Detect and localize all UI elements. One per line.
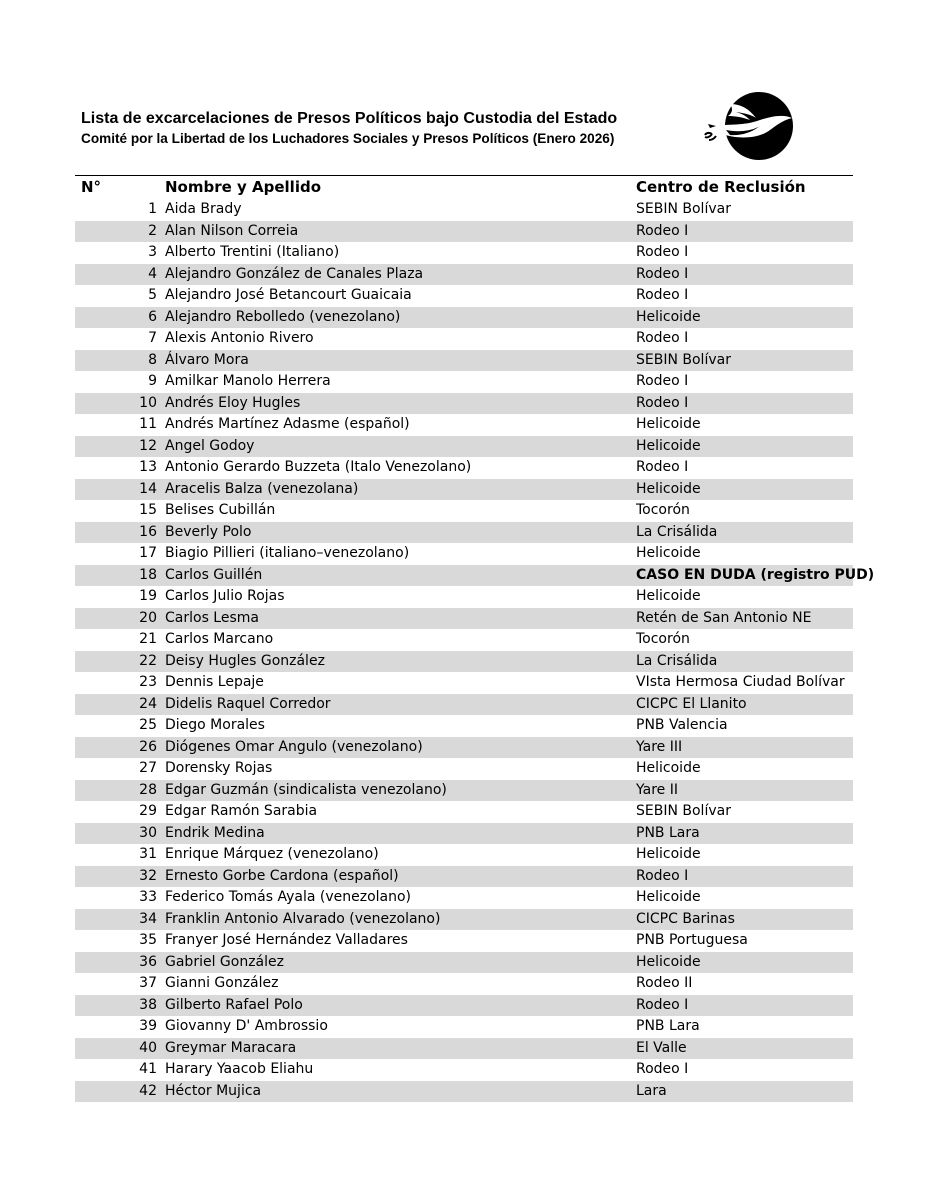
row-name: Franyer José Hernández Valladares bbox=[165, 932, 408, 948]
row-detention-center: Rodeo II bbox=[636, 975, 693, 991]
row-detention-center: Rodeo I bbox=[636, 867, 689, 884]
row-detention-center: PNB Lara bbox=[636, 1018, 700, 1034]
table-row bbox=[75, 264, 853, 286]
row-detention-center: El Valle bbox=[636, 1039, 687, 1056]
row-number: 6 bbox=[148, 308, 157, 325]
table-row bbox=[75, 995, 853, 1017]
row-name: Angel Godoy bbox=[165, 437, 255, 454]
document-title: Lista de excarcelaciones de Presos Políticos bajo Custodia del Estado bbox=[81, 110, 618, 127]
table-row bbox=[75, 586, 853, 608]
header-name: Nombre y Apellido bbox=[165, 178, 322, 196]
row-number: 10 bbox=[139, 394, 157, 411]
row-name: Andrés Martínez Adasme (español) bbox=[165, 416, 410, 432]
table-row bbox=[75, 543, 853, 565]
row-detention-center: La Crisálida bbox=[636, 652, 718, 669]
row-number: 5 bbox=[148, 287, 157, 303]
table-row bbox=[75, 221, 853, 243]
table-row bbox=[75, 801, 853, 823]
row-detention-center: Rodeo I bbox=[636, 459, 689, 475]
row-detention-center: Helicoide bbox=[636, 760, 701, 776]
row-detention-center: Helicoide bbox=[636, 953, 701, 970]
table-row bbox=[75, 930, 853, 952]
row-number: 7 bbox=[148, 330, 157, 346]
row-detention-center: Rodeo I bbox=[636, 394, 689, 411]
row-name: Alan Nilson Correia bbox=[165, 222, 299, 239]
row-name: Deisy Hugles González bbox=[165, 652, 325, 669]
table-row bbox=[75, 414, 853, 436]
row-detention-center: VIsta Hermosa Ciudad Bolívar bbox=[636, 674, 845, 690]
row-name: Alberto Trentini (Italiano) bbox=[165, 244, 340, 260]
row-name: Amilkar Manolo Herrera bbox=[165, 373, 331, 389]
row-name: Beverly Polo bbox=[165, 523, 252, 540]
table-row bbox=[75, 973, 853, 995]
table-row bbox=[75, 866, 853, 888]
table-row bbox=[75, 780, 853, 802]
row-detention-center: CICPC El Llanito bbox=[636, 695, 747, 712]
row-number: 19 bbox=[139, 588, 157, 604]
row-name: Gianni González bbox=[165, 975, 279, 991]
row-number: 14 bbox=[139, 480, 157, 497]
table-row bbox=[75, 823, 853, 845]
row-number: 30 bbox=[139, 824, 157, 841]
row-number: 27 bbox=[139, 760, 157, 776]
dove-circle-logo-icon bbox=[700, 90, 795, 162]
row-name: Héctor Mujica bbox=[165, 1082, 262, 1099]
row-number: 32 bbox=[139, 867, 157, 884]
table-row bbox=[75, 522, 853, 544]
row-detention-center: Helicoide bbox=[636, 437, 701, 454]
table-row bbox=[75, 758, 853, 780]
table-row bbox=[75, 1016, 853, 1038]
table-row bbox=[75, 952, 853, 974]
row-number: 1 bbox=[148, 201, 157, 217]
row-number: 28 bbox=[139, 781, 157, 798]
row-name: Andrés Eloy Hugles bbox=[165, 394, 301, 411]
row-number: 41 bbox=[139, 1061, 157, 1077]
row-detention-center: SEBIN Bolívar bbox=[636, 803, 731, 819]
row-number: 17 bbox=[139, 545, 157, 561]
row-number: 33 bbox=[139, 889, 157, 905]
row-detention-center: Helicoide bbox=[636, 308, 701, 325]
row-number: 20 bbox=[139, 609, 157, 626]
row-number: 22 bbox=[139, 652, 157, 669]
row-number: 4 bbox=[148, 265, 157, 282]
row-name: Giovanny D' Ambrossio bbox=[165, 1018, 328, 1034]
row-detention-center: Rodeo I bbox=[636, 244, 689, 260]
document-subtitle: Comité por la Libertad de los Luchadores Sociales y Presos Políticos (Enero 2026) bbox=[81, 131, 615, 146]
table-row bbox=[75, 371, 853, 393]
row-number: 15 bbox=[139, 502, 157, 518]
row-detention-center: Yare II bbox=[636, 781, 678, 798]
row-detention-center: Tocorón bbox=[636, 631, 690, 647]
row-name: Dennis Lepaje bbox=[165, 674, 264, 690]
row-detention-center: Rodeo I bbox=[636, 996, 689, 1013]
row-name: Edgar Guzmán (sindicalista venezolano) bbox=[165, 781, 447, 798]
row-number: 37 bbox=[139, 975, 157, 991]
row-detention-center: Lara bbox=[636, 1082, 667, 1099]
table-row bbox=[75, 285, 853, 307]
row-number: 23 bbox=[139, 674, 157, 690]
table-row bbox=[75, 307, 853, 329]
row-number: 11 bbox=[139, 416, 157, 432]
table-row bbox=[75, 887, 853, 909]
row-detention-center: PNB Portuguesa bbox=[636, 932, 748, 948]
row-name: Federico Tomás Ayala (venezolano) bbox=[165, 889, 411, 905]
row-number: 24 bbox=[139, 695, 157, 712]
row-detention-center: Rodeo I bbox=[636, 222, 689, 239]
row-number: 8 bbox=[148, 351, 157, 368]
row-detention-center: Helicoide bbox=[636, 545, 701, 561]
row-number: 34 bbox=[139, 910, 157, 927]
row-name: Ernesto Gorbe Cardona (español) bbox=[165, 867, 399, 884]
row-detention-center: Tocorón bbox=[636, 502, 690, 518]
table-row bbox=[75, 715, 853, 737]
table-row bbox=[75, 500, 853, 522]
row-detention-center: Rodeo I bbox=[636, 265, 689, 282]
row-name: Diógenes Omar Angulo (venezolano) bbox=[165, 738, 423, 755]
row-number: 16 bbox=[139, 523, 157, 540]
row-name: Álvaro Mora bbox=[165, 351, 249, 368]
row-detention-center: La Crisálida bbox=[636, 523, 718, 540]
row-name: Dorensky Rojas bbox=[165, 760, 273, 776]
table-row bbox=[75, 1038, 853, 1060]
table-row bbox=[75, 199, 853, 221]
table-header bbox=[75, 176, 853, 198]
row-name: Carlos Lesma bbox=[165, 609, 259, 626]
row-detention-center: Rodeo I bbox=[636, 373, 689, 389]
row-detention-center: SEBIN Bolívar bbox=[636, 351, 731, 368]
row-name: Alejandro Rebolledo (venezolano) bbox=[165, 308, 401, 325]
table-row bbox=[75, 565, 875, 587]
row-detention-center: Helicoide bbox=[636, 846, 701, 862]
row-name: Endrik Medina bbox=[165, 824, 265, 841]
row-name: Alejandro González de Canales Plaza bbox=[165, 265, 424, 282]
row-number: 2 bbox=[148, 222, 157, 239]
row-number: 38 bbox=[139, 996, 157, 1013]
row-detention-center: Rodeo I bbox=[636, 330, 689, 346]
row-name: Belises Cubillán bbox=[165, 502, 276, 518]
table-row bbox=[75, 629, 853, 651]
table-row bbox=[75, 909, 853, 931]
row-name: Harary Yaacob Eliahu bbox=[165, 1061, 314, 1077]
table-row bbox=[75, 672, 853, 694]
row-name: Alejandro José Betancourt Guaicaia bbox=[165, 287, 412, 303]
header-detention-center: Centro de Reclusión bbox=[636, 178, 806, 196]
row-name: Didelis Raquel Corredor bbox=[165, 695, 331, 712]
row-detention-center: Helicoide bbox=[636, 480, 701, 497]
row-name: Alexis Antonio Rivero bbox=[165, 330, 314, 346]
table-row bbox=[75, 844, 853, 866]
row-number: 21 bbox=[139, 631, 157, 647]
table-row bbox=[75, 350, 853, 372]
table-row bbox=[75, 479, 853, 501]
row-name: Biagio Pillieri (italiano–venezolano) bbox=[165, 545, 410, 561]
row-number: 25 bbox=[139, 717, 157, 733]
row-number: 36 bbox=[139, 953, 157, 970]
table-row bbox=[75, 1059, 853, 1081]
row-name: Edgar Ramón Sarabia bbox=[165, 803, 318, 819]
table-row bbox=[75, 1081, 853, 1103]
row-name: Franklin Antonio Alvarado (venezolano) bbox=[165, 910, 441, 927]
row-name: Carlos Marcano bbox=[165, 631, 274, 647]
row-detention-center: PNB Valencia bbox=[636, 717, 728, 733]
table-row bbox=[75, 436, 853, 458]
row-number: 18 bbox=[139, 566, 157, 583]
row-detention-center: Retén de San Antonio NE bbox=[636, 609, 812, 626]
row-name: Antonio Gerardo Buzzeta (Italo Venezolano) bbox=[165, 459, 472, 475]
row-detention-center: Helicoide bbox=[636, 588, 701, 604]
row-number: 26 bbox=[139, 738, 157, 755]
row-name: Enrique Márquez (venezolano) bbox=[165, 846, 379, 862]
row-detention-center: SEBIN Bolívar bbox=[636, 201, 731, 217]
row-detention-center: Yare III bbox=[636, 738, 683, 755]
table-row bbox=[75, 393, 853, 415]
row-name: Aracelis Balza (venezolana) bbox=[165, 480, 359, 497]
row-name: Gabriel González bbox=[165, 953, 284, 970]
row-number: 12 bbox=[139, 437, 157, 454]
row-name: Gilberto Rafael Polo bbox=[165, 996, 303, 1013]
header-number: N° bbox=[81, 178, 102, 196]
row-name: Greymar Maracara bbox=[165, 1039, 297, 1056]
table-row bbox=[75, 694, 853, 716]
row-number: 40 bbox=[139, 1039, 157, 1056]
row-number: 31 bbox=[139, 846, 157, 862]
row-detention-center: Rodeo I bbox=[636, 1061, 689, 1077]
table-row bbox=[75, 608, 853, 630]
row-name: Diego Morales bbox=[165, 717, 265, 733]
row-detention-center: Helicoide bbox=[636, 416, 701, 432]
table-row bbox=[75, 328, 853, 350]
row-detention-center: CASO EN DUDA (registro PUD) bbox=[636, 566, 875, 583]
row-number: 39 bbox=[139, 1018, 157, 1034]
table-row bbox=[75, 242, 853, 264]
row-detention-center: Rodeo I bbox=[636, 287, 689, 303]
table-row bbox=[75, 457, 853, 479]
row-detention-center: Helicoide bbox=[636, 889, 701, 905]
table-row bbox=[75, 737, 853, 759]
table-body bbox=[75, 199, 875, 1102]
row-number: 35 bbox=[139, 932, 157, 948]
row-number: 3 bbox=[148, 244, 157, 260]
row-number: 9 bbox=[148, 373, 157, 389]
row-number: 42 bbox=[139, 1082, 157, 1099]
row-name: Carlos Guillén bbox=[165, 566, 263, 583]
row-detention-center: PNB Lara bbox=[636, 824, 700, 841]
row-detention-center: CICPC Barinas bbox=[636, 910, 735, 927]
row-name: Aida Brady bbox=[165, 201, 242, 217]
table-row bbox=[75, 651, 853, 673]
row-number: 29 bbox=[139, 803, 157, 819]
row-number: 13 bbox=[139, 459, 157, 475]
row-name: Carlos Julio Rojas bbox=[165, 588, 285, 604]
